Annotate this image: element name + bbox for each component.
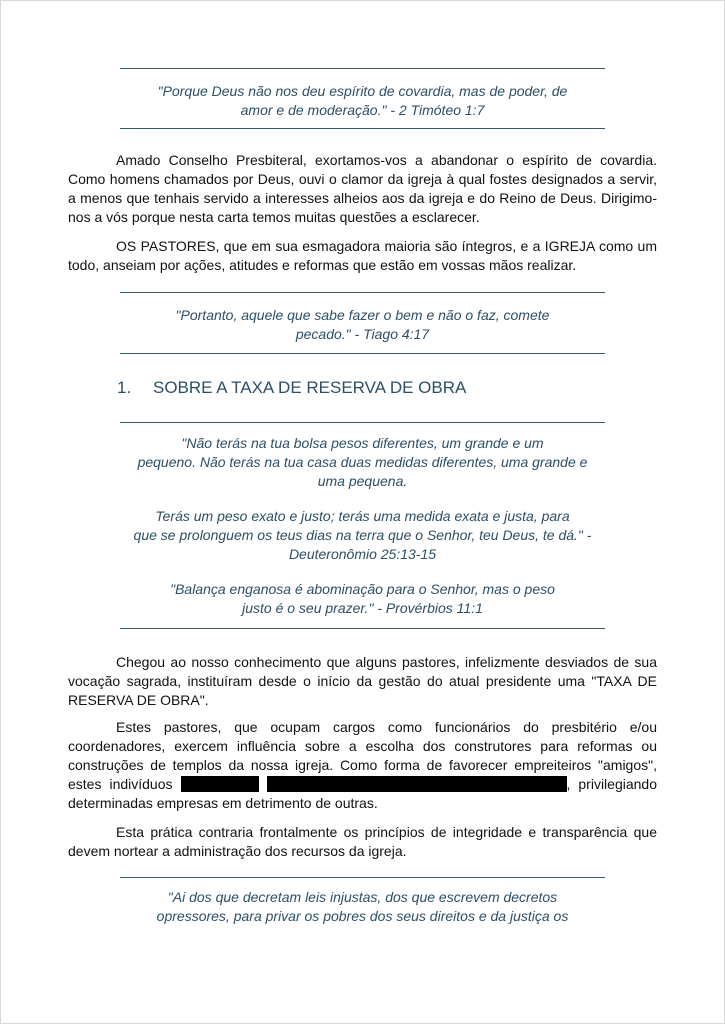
quote-line: pecado." - Tiago 4:17: [295, 326, 430, 342]
body-paragraph: [68, 237, 657, 275]
body-paragraph: [68, 823, 657, 861]
body-paragraph: [68, 718, 657, 813]
quote-line: Terás um peso exato e justo; terás uma medida exata e justa, para: [155, 508, 570, 524]
quote-line: "Porque Deus não nos deu espírito de covardia, mas de poder, de: [157, 83, 568, 99]
divider-rule: [120, 628, 605, 629]
paragraph-text: Chegou ao nosso conhecimento que alguns pastores, infelizmente desviados de sua vocação sagrada, instituíram desde o início da gestão do atual presidente uma "TAXA DE RESERVA DE OBRA".: [68, 654, 657, 708]
divider-rule: [120, 353, 605, 354]
quote-line: "Ai dos que decretam leis injustas, dos que escrevem decretos: [167, 889, 558, 905]
divider-rule: [120, 128, 605, 129]
divider-rule: [120, 292, 605, 293]
section-title: SOBRE A TAXA DE RESERVA DE OBRA: [153, 378, 467, 397]
bible-quote: [120, 82, 605, 120]
paragraph-text: , privilegiando determinadas empresas em detrimento de outras.: [68, 776, 657, 811]
quote-line: "Balança enganosa é abominação para o Senhor, mas o peso: [170, 581, 555, 597]
quote-line: amor e de moderação." - 2 Timóteo 1:7: [240, 102, 485, 118]
quote-line: uma pequena.: [317, 473, 408, 489]
paragraph-text: Estes pastores, que ocupam cargos como funcionários do presbitério e/ou coordenadores, exercem influência sobre a escolha dos construtores para reformas ou construções de templos da nossa igreja. Como forma de favorecer empreiteiros "amigos", estes indivíduos: [68, 719, 657, 792]
redaction-block: [181, 776, 259, 792]
bible-quote: [120, 306, 605, 344]
quote-line: "Não terás na tua bolsa pesos diferentes, um grande e um: [181, 435, 544, 451]
body-paragraph: [68, 151, 657, 227]
quote-line: Deuteronômio 25:13-15: [288, 546, 437, 562]
quote-line: "Portanto, aquele que sabe fazer o bem e não o faz, comete: [175, 307, 550, 323]
body-paragraph: [68, 653, 657, 710]
redaction-block: [267, 776, 567, 792]
bible-quote: [120, 434, 605, 618]
divider-rule: [120, 877, 605, 878]
paragraph-text: Amado Conselho Presbiteral, exortamos-vos a abandonar o espírito de covardia. Como homens chamados por Deus, ouvi o clamor da igreja à qual fostes designados a servir, a menos que tenhais servido a interesses alheios aos da igreja e do Reino de Deus. Dirigimo-nos a vós porque nesta carta temos muitas questões a esclarecer.: [68, 152, 657, 225]
quote-line: pequeno. Não terás na tua casa duas medidas diferentes, uma grande e: [137, 454, 588, 470]
quote-line: justo é o seu prazer." - Provérbios 11:1: [242, 600, 483, 616]
section-number: 1.: [117, 378, 132, 397]
divider-rule: [120, 422, 605, 423]
section-heading: [117, 378, 466, 398]
quote-line: opressores, para privar os pobres dos seus direitos e da justiça os: [156, 908, 569, 924]
quote-line: que se prolonguem os teus dias na terra que o Senhor, teu Deus, te dá." -: [133, 527, 592, 543]
divider-rule: [120, 68, 605, 69]
paragraph-text: OS PASTORES, que em sua esmagadora maioria são íntegros, e a IGREJA como um todo, anseiam por ações, atitudes e reformas que estão em vossas mãos realizar.: [68, 238, 657, 273]
bible-quote: [120, 888, 605, 926]
paragraph-text: Esta prática contraria frontalmente os princípios de integridade e transparência que devem nortear a administração dos recursos da igreja.: [68, 824, 657, 859]
